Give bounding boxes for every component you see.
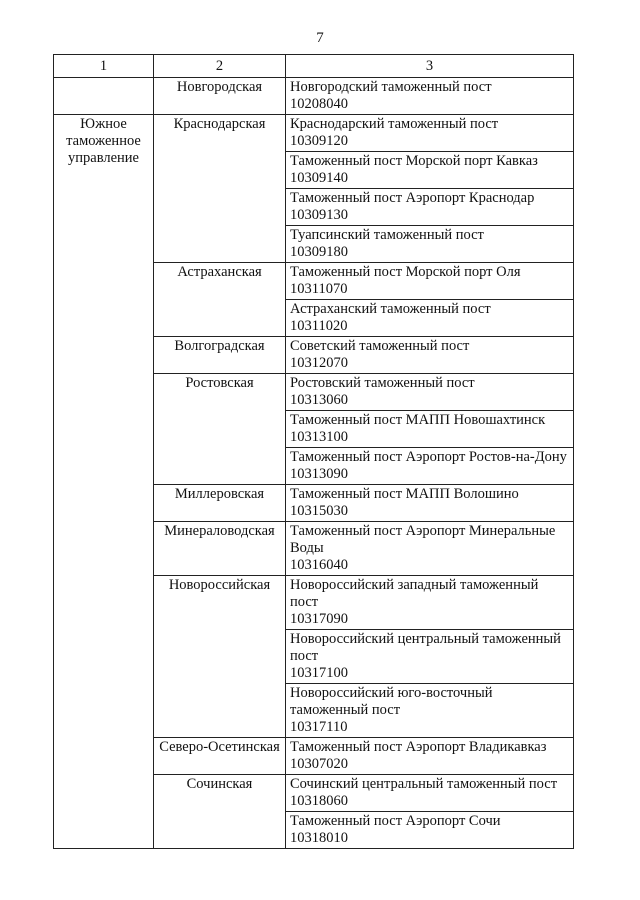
post-cell (286, 485, 574, 522)
post-cell (286, 738, 574, 775)
post-cell (286, 775, 574, 812)
department-cell-empty (54, 78, 154, 115)
post-cell (286, 78, 574, 115)
post-name: Астраханский таможенный пост (290, 301, 491, 317)
table-body (54, 78, 574, 849)
region-cell: Северо-Осетинская (154, 738, 286, 775)
post-cell (286, 300, 574, 337)
post-name: Новороссийский юго-восточный таможенный пост (290, 685, 493, 718)
post-cell (286, 812, 574, 849)
post-code: 10315030 (290, 503, 348, 519)
post-code: 10313060 (290, 392, 348, 408)
post-code: 10307020 (290, 756, 348, 772)
post-code: 10317100 (290, 665, 348, 681)
post-code: 10313090 (290, 466, 348, 482)
post-code: 10317110 (290, 719, 348, 735)
post-code: 10318060 (290, 793, 348, 809)
post-name: Советский таможенный пост (290, 338, 470, 354)
post-name: Таможенный пост Аэропорт Сочи (290, 813, 501, 829)
post-code: 10309130 (290, 207, 348, 223)
region-cell: Ростовская (154, 374, 286, 485)
region-cell: Минераловодская (154, 522, 286, 576)
post-cell (286, 448, 574, 485)
post-name: Таможенный пост Аэропорт Краснодар (290, 190, 535, 206)
post-code: 10309180 (290, 244, 348, 260)
region-cell: Миллеровская (154, 485, 286, 522)
post-cell (286, 115, 574, 152)
post-cell (286, 189, 574, 226)
post-cell (286, 226, 574, 263)
post-cell (286, 630, 574, 684)
post-name: Таможенный пост Аэропорт Минеральные Воды (290, 523, 556, 556)
post-code: 10318010 (290, 830, 348, 846)
region-cell: Новороссийская (154, 576, 286, 738)
post-cell (286, 411, 574, 448)
post-code: 10311070 (290, 281, 348, 297)
post-cell (286, 337, 574, 374)
post-name: Новороссийский западный таможенный пост (290, 577, 539, 610)
header-col-1: 1 (54, 55, 154, 78)
post-name: Таможенный пост Аэропорт Ростов-на-Дону (290, 449, 567, 465)
post-cell (286, 576, 574, 630)
post-name: Таможенный пост Морской порт Оля (290, 264, 521, 280)
page-number: 7 (316, 30, 324, 46)
post-name: Краснодарский таможенный пост (290, 116, 499, 132)
post-name: Туапсинский таможенный пост (290, 227, 484, 243)
post-code: 10312070 (290, 355, 348, 371)
region-cell: Астраханская (154, 263, 286, 337)
header-row (54, 55, 574, 78)
region-cell: Волгоградская (154, 337, 286, 374)
post-code: 10313100 (290, 429, 348, 445)
header-col-2: 2 (154, 55, 286, 78)
post-code: 10317090 (290, 611, 348, 627)
region-cell: Новгородская (154, 78, 286, 115)
post-cell (286, 263, 574, 300)
post-name: Таможенный пост Аэропорт Владикавказ (290, 739, 547, 755)
post-code: 10311020 (290, 318, 348, 334)
post-name: Новгородский таможенный пост (290, 79, 492, 95)
post-name: Ростовский таможенный пост (290, 375, 475, 391)
post-name: Таможенный пост МАПП Волошино (290, 486, 519, 502)
table-row (54, 115, 574, 152)
post-cell (286, 522, 574, 576)
post-name: Новороссийский центральный таможенный пост (290, 631, 561, 664)
post-name: Таможенный пост МАПП Новошахтинск (290, 412, 546, 428)
post-cell (286, 152, 574, 189)
post-name: Таможенный пост Морской порт Кавказ (290, 153, 538, 169)
post-code: 10309140 (290, 170, 348, 186)
department-cell: Южное таможенное управление (54, 115, 154, 849)
region-cell: Сочинская (154, 775, 286, 849)
post-cell (286, 684, 574, 738)
post-code: 10316040 (290, 557, 348, 573)
customs-table (53, 54, 574, 849)
post-name: Сочинский центральный таможенный пост (290, 776, 558, 792)
table-row (54, 78, 574, 115)
post-code: 10309120 (290, 133, 348, 149)
post-code: 10208040 (290, 96, 348, 112)
region-cell: Краснодарская (154, 115, 286, 263)
post-cell (286, 374, 574, 411)
header-col-3: 3 (286, 55, 574, 78)
